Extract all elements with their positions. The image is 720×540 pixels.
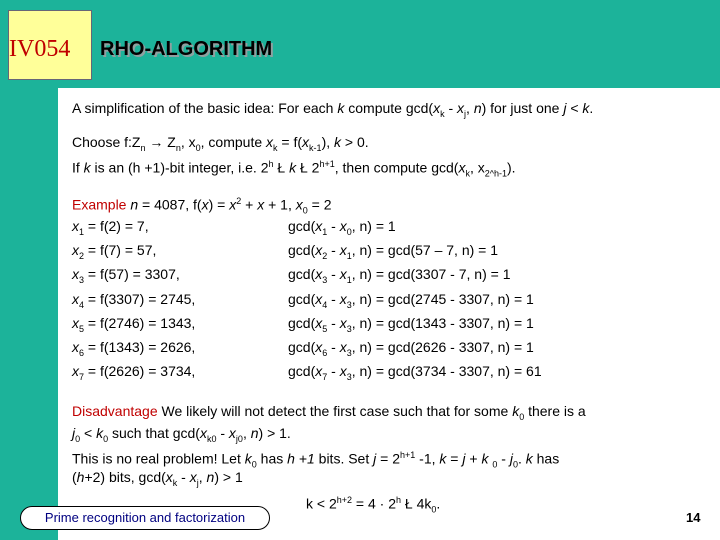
row-right-6: $\gcd(x_6 - x_3$, n) = gcd(2626 - 3307, n) = 1 <box>288 339 534 358</box>
disadvantage-line-3: This is no real problem! Let $k_0$ has h +1 bits. Set $j = 2^{h+1}$ -1, k = j + k $_0 - j_0$. k has <box>72 450 560 470</box>
row-right-5: $\gcd(x_5 - x_3$, n) = gcd(1343 - 3307, n) = 1 <box>288 315 534 334</box>
if-line: If k is an (h +1)-bit integer, i.e. 2$^h$ Ł k Ł $2^{h+1}$, then compute $\gcd(x_k$, $x_{2\^{}h-1}$). <box>72 159 516 179</box>
example-line: Example n = 4087, $f(x) = x^2 + x + 1$, $x_0 = 2$ <box>72 196 332 216</box>
intro-line <box>72 99 593 123</box>
row-left-4: $x_4 = f(3307) = 2745$, <box>72 291 196 310</box>
disadvantage-line-1: Disadvantage We likely will not detect the first case such that for some $k_0$ there is a <box>72 403 586 422</box>
row-right-3: $\gcd(x_3 - x_1$, n) = gcd(3307 - 7, n) = 1 <box>288 266 511 285</box>
left-band <box>0 0 58 540</box>
disadvantage-line-4: (h+2) bits, $\gcd(x_k - x_j$, n) > 1 <box>72 469 243 488</box>
row-right-2: $\gcd(x_2 - x_1$, n) = gcd(57 – 7, n) = 1 <box>288 242 499 261</box>
row-right-1: $\gcd(x_1 - x_0$, n) = 1 <box>288 218 396 237</box>
row-left-7: $x_7 = f(2626) = 3734$, <box>72 363 196 382</box>
row-left-2: $x_2 = f(7) = 57$, <box>72 242 157 261</box>
row-left-3: $x_3 = f(57) = 3307$, <box>72 266 180 285</box>
footer-label: Prime recognition and factorization <box>20 506 270 530</box>
row-right-7: $\gcd(x_7 - x_3$, n) = gcd(3734 - 3307, n) = 61 <box>288 363 542 382</box>
disadvantage-line-5: $k < 2^{h+2} = 4 \cdot 2^h$ Ł $4k_0$. <box>306 495 441 515</box>
row-left-5: $x_5 = f(2746) = 1343$, <box>72 315 196 334</box>
slide-title: RHO-ALGORITHM <box>100 38 273 60</box>
disadvantage-line-2: $j_0 < k_0$ such that $\gcd(x_{k0} - x_{j0}$, n) > 1. <box>72 425 291 444</box>
disadvantage-label: Disadvantage <box>72 403 158 419</box>
course-code: IV054 <box>9 36 71 62</box>
row-left-6: $x_6 = f(1343) = 2626$, <box>72 339 196 358</box>
row-left-1: $x_1 = f(2) = 7$, <box>72 218 149 237</box>
intro-text: A simplification of the basic idea: For each k compute $\gcd(x_k - x_j$, n) for just one j < k. <box>72 100 594 119</box>
row-right-4: $\gcd(x_4 - x_3$, n) = gcd(2745 - 3307, n) = 1 <box>288 291 534 310</box>
page-number: 14 <box>686 510 701 525</box>
choose-line: Choose $f:Z_n \to Z_n$, $x_0$, compute $x_k = f(x_{k-1})$, k > 0. <box>72 134 369 153</box>
example-label: Example <box>72 196 127 213</box>
